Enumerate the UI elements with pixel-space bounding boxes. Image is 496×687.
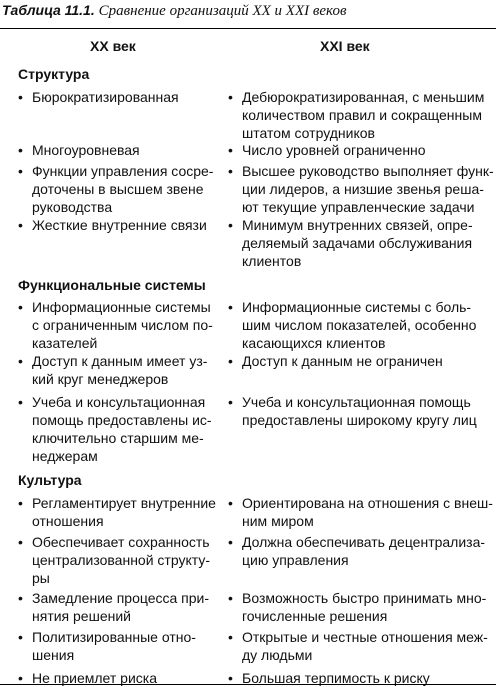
list-item-right: • Минимум внутренних связей, опре- деляемый задачами обслуживания клиентов [228, 217, 473, 269]
bullet-icon: • [228, 163, 233, 179]
bullet-icon: • [18, 163, 23, 179]
column-header-left: XX век [90, 38, 136, 54]
bottom-rule [0, 684, 496, 685]
list-item-right: • Ориентирована на отношения с внеш- ним миром [228, 495, 493, 529]
table-caption-text: Сравнение организаций XX и XXI веков [98, 3, 347, 19]
list-item-left: • Регламентирует внутренние отношения [18, 495, 216, 529]
section-title: Функциональные системы [18, 277, 206, 293]
list-item-left: • Замедление процесса при- нятия решений [18, 590, 210, 624]
list-item-left: • Обеспечивает сохранность централизованной структу- ры [18, 534, 210, 586]
list-item-right: • Информационные системы с боль- шим числом показателей, особенно касающихся клиентов [228, 299, 477, 351]
list-item-left: • Доступ к данным имеет уз- кий круг менеджеров [18, 353, 208, 387]
bullet-icon: • [18, 299, 23, 315]
bullet-icon: • [228, 534, 233, 550]
bullet-icon: • [18, 590, 23, 606]
table-caption [2, 2, 347, 20]
list-item-left: • Жесткие внутренние связи [18, 217, 207, 233]
bullet-icon: • [18, 353, 23, 369]
bullet-icon: • [228, 394, 233, 410]
list-item-left: • Многоуровневая [18, 142, 140, 158]
bullet-icon: • [18, 495, 23, 511]
list-item-right: • Учеба и консультационная помощь предоставлены широкому кругу лиц [228, 394, 477, 428]
bullet-icon: • [18, 142, 23, 158]
bullet-icon: • [228, 629, 233, 645]
bullet-icon: • [228, 299, 233, 315]
list-item-right: • Дебюрократизированная, с меньшим количеством правил и сокращенным штатом сотрудников [228, 89, 485, 141]
list-item-right: • Должна обеспечивать децентрализа- цию управления [228, 534, 486, 568]
list-item-left: • Функции управления сосре- доточены в высшем звене руководства [18, 163, 214, 215]
list-item-left: • Политизированные отно- шения [18, 629, 196, 663]
bullet-icon: • [228, 142, 233, 158]
bullet-icon: • [228, 590, 233, 606]
list-item-right: • Открытые и честные отношения меж- ду людьми [228, 629, 488, 663]
bullet-icon: • [18, 394, 23, 410]
bullet-icon: • [228, 353, 233, 369]
top-rule [0, 28, 496, 29]
list-item-right: • Большая терпимость к риску [228, 670, 430, 686]
list-item-left: • Не приемлет риска [18, 670, 158, 686]
bullet-icon: • [228, 89, 233, 105]
bullet-icon: • [18, 534, 23, 550]
bullet-icon: • [18, 629, 23, 645]
list-item-right: • Высшее руководство выполняет функ- ции лидеров, а низшие звенья реша- ют текущие управленческие задачи [228, 163, 494, 215]
column-header-right: XXI век [320, 38, 370, 54]
bullet-icon: • [228, 670, 233, 686]
list-item-right: • Доступ к данным не ограничен [228, 353, 443, 369]
list-item-right: • Возможность быстро принимать мно- гочисленные решения [228, 590, 487, 624]
list-item-left: • Учеба и консультационная помощь предоставлены ис- ключительно старшим ме- неджерам [18, 394, 212, 464]
bullet-icon: • [18, 217, 23, 233]
bullet-icon: • [228, 217, 233, 233]
bullet-icon: • [228, 495, 233, 511]
section-title: Структура [18, 66, 90, 82]
list-item-right: • Число уровней ограниченно [228, 142, 426, 158]
list-item-left: • Бюрократизированная [18, 89, 179, 105]
table-caption-label: Таблица 11.1. [2, 2, 95, 18]
list-item-left: • Информационные системы с ограниченным числом по- казателей [18, 299, 213, 351]
bullet-icon: • [18, 670, 23, 686]
bullet-icon: • [18, 89, 23, 105]
section-title: Культура [18, 472, 82, 488]
